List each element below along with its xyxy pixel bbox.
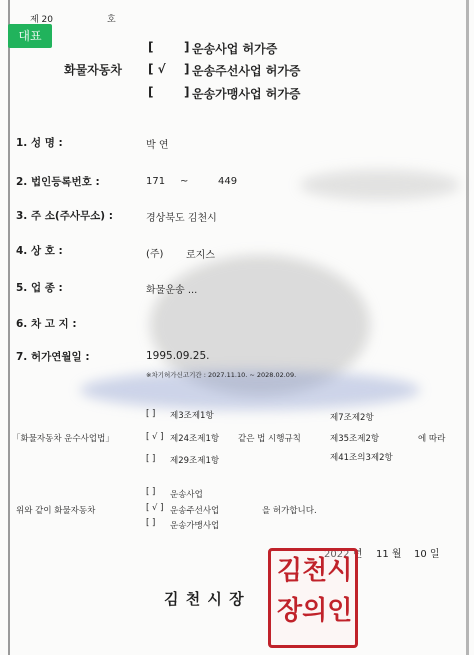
law-row-3-mark: [ ]	[146, 454, 156, 464]
seal-line-2: 장의인	[277, 596, 353, 626]
law-row-1-mark: [ ]	[146, 409, 156, 419]
law-row-2-enforce: 제35조제2항	[330, 434, 380, 444]
law-row-3-article: 제29조제1항	[170, 456, 220, 466]
license-option-1-label: 운송사업 허가증	[192, 42, 278, 56]
seal-line-1: 김천시	[277, 556, 353, 586]
law-row-2-mark: [ √ ]	[146, 432, 164, 442]
grant-row-2-label: 운송주선사업	[170, 506, 220, 516]
renewal-note: ※차기허가신고기간 : 2027.11.10. ~ 2028.02.09.	[146, 371, 297, 379]
license-option-1-mark: [	[148, 40, 154, 54]
name-label: 1. 성 명 :	[16, 137, 63, 149]
corp-no-dash: ~	[180, 176, 189, 187]
doc-number-prefix: 제 20	[30, 15, 54, 25]
redaction-smudge	[300, 170, 460, 200]
law-row-1-enforce: 제7조제2항	[330, 413, 374, 423]
garage-label: 6. 차 고 지 :	[16, 318, 77, 330]
license-option-3-close: ]	[184, 85, 190, 99]
license-option-3-mark: [	[148, 85, 154, 99]
license-category: 화물자동차	[64, 63, 122, 77]
law-row-3-enforce: 제41조의3제2항	[330, 453, 393, 463]
scan-edge-right	[466, 0, 469, 655]
license-option-2-close: ]	[184, 62, 190, 76]
issue-month: 11 월	[376, 549, 402, 560]
representative-badge[interactable]: 대표	[8, 24, 52, 48]
address-label: 3. 주 소(주사무소) :	[16, 210, 113, 222]
grant-tail: 을 허가합니다.	[262, 506, 317, 516]
grant-row-1-mark: [ ]	[146, 487, 156, 497]
doc-number-suffix: 호	[107, 15, 116, 25]
official-seal	[268, 548, 358, 648]
address-value: 경상북도 김천시	[146, 213, 217, 224]
business-value: 화물운송 ...	[146, 285, 198, 296]
business-label: 5. 업 종 :	[16, 282, 63, 294]
company-value-b: 로지스	[186, 250, 215, 261]
issuing-authority: 김 천 시 장	[164, 590, 245, 608]
scan-edge-left	[8, 0, 10, 655]
license-option-2-label: 운송주선사업 허가증	[192, 64, 301, 78]
grant-row-3-mark: [ ]	[146, 518, 156, 528]
permit-date-value: 1995.09.25.	[146, 350, 210, 362]
license-option-3-label: 운송가맹사업 허가증	[192, 87, 301, 101]
company-value-a: (주)	[146, 249, 164, 260]
license-option-2-mark: [ √	[148, 62, 166, 76]
grant-row-3-label: 운송가맹사업	[170, 521, 220, 531]
corp-no-label: 2. 법인등록번호 :	[16, 176, 100, 188]
license-option-1-close: ]	[184, 40, 190, 54]
law-middle: 같은 법 시행규칙	[238, 434, 301, 444]
name-value: 박 연	[146, 140, 169, 151]
law-row-1-article: 제3조제1항	[170, 411, 214, 421]
issue-year: 2022 년	[324, 549, 363, 560]
company-label: 4. 상 호 :	[16, 245, 63, 257]
corp-no-value-b: 449	[218, 176, 238, 187]
grant-row-2-mark: [ √ ]	[146, 503, 164, 513]
permit-date-label: 7. 허가연월일 :	[16, 351, 90, 363]
corp-no-value-a: 171	[146, 176, 166, 187]
issue-day: 10 일	[414, 549, 440, 560]
law-tail: 에 따라	[418, 434, 446, 444]
law-row-2-article: 제24조제1항	[170, 434, 220, 444]
grant-lead: 위와 같이 화물자동차	[16, 506, 96, 516]
law-act: 「화물자동차 운수사업법」	[12, 434, 114, 444]
grant-row-1-label: 운송사업	[170, 490, 203, 500]
